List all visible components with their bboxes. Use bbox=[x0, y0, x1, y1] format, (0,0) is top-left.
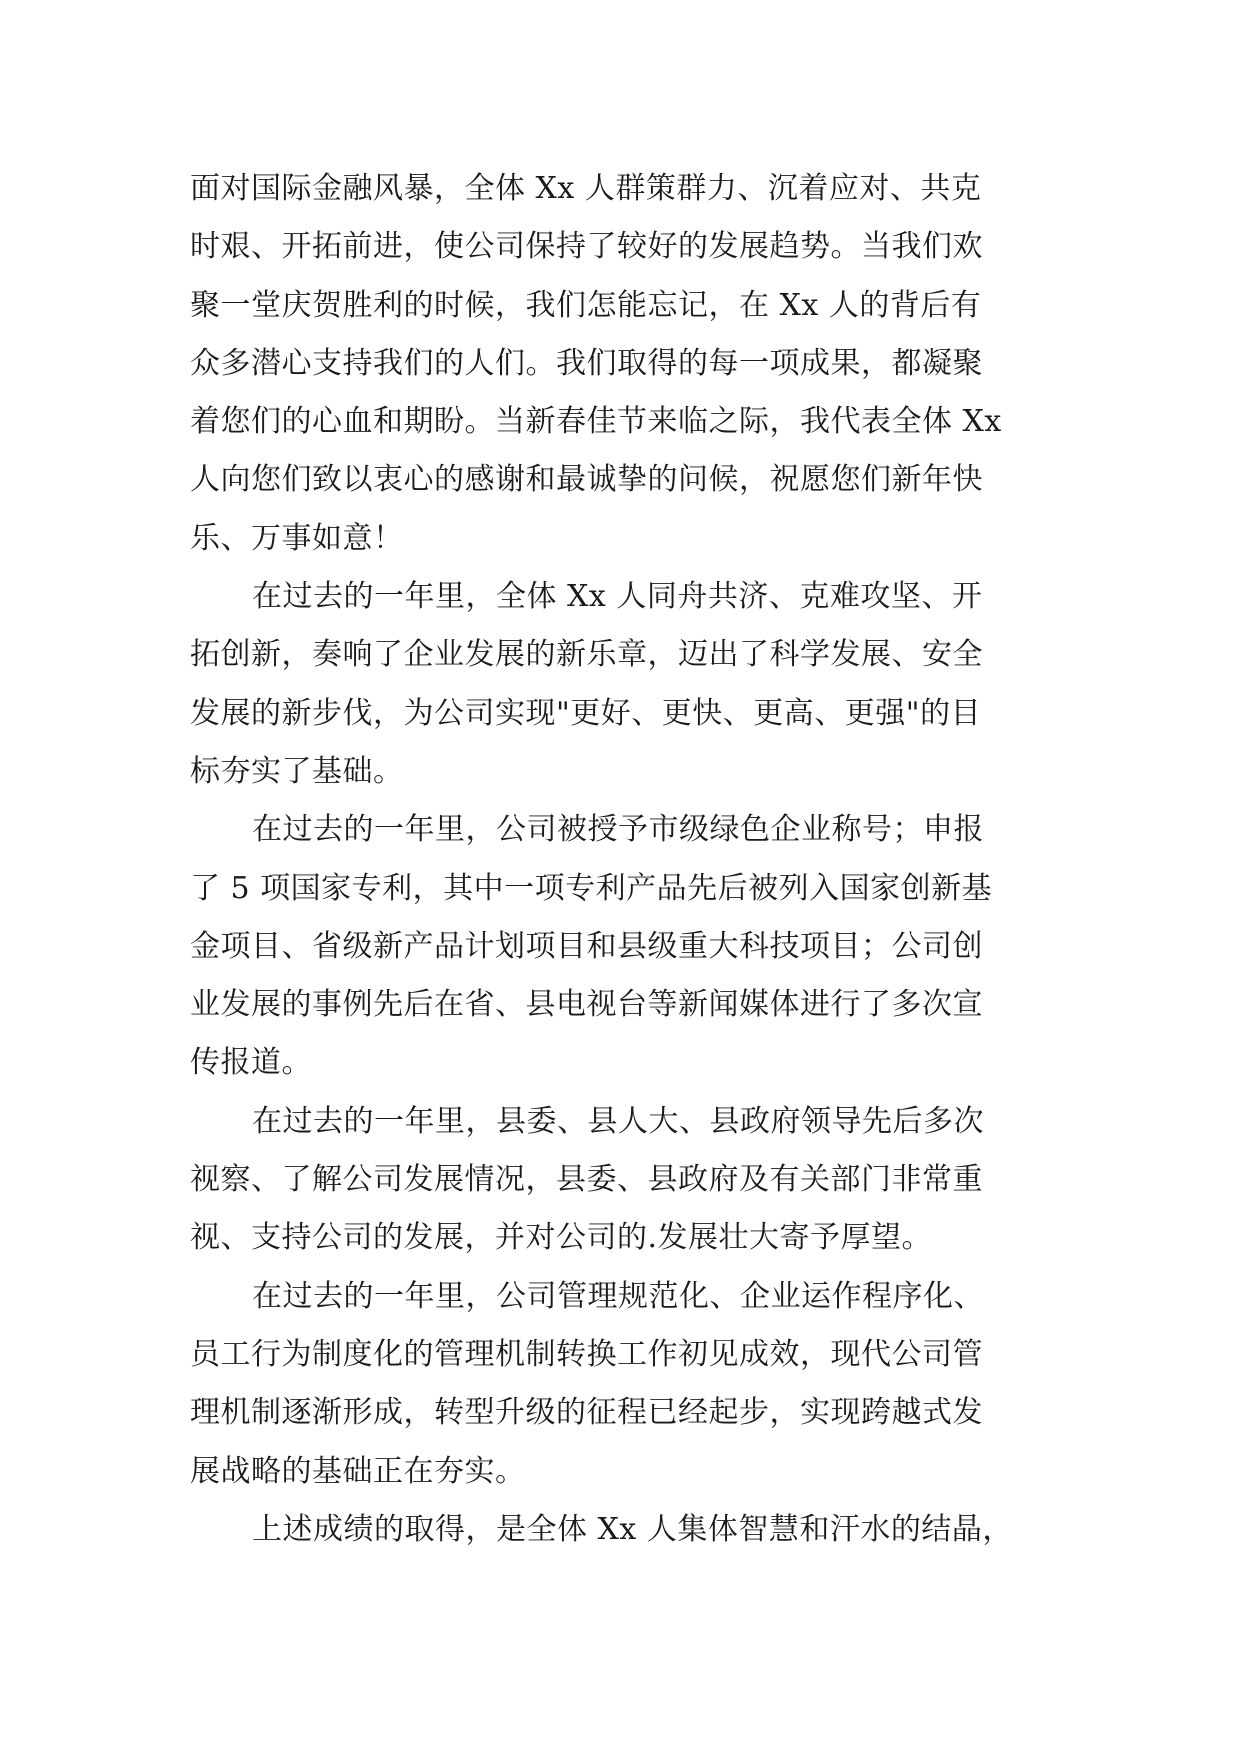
text-line: 面对国际金融风暴，全体 Xx 人群策群力、沉着应对、共克 bbox=[190, 171, 982, 206]
text-line: 员工行为制度化的管理机制转换工作初见成效，现代公司管 bbox=[190, 1336, 983, 1372]
text-line: 着您们的心血和期盼。当新春佳节来临之际，我代表全体 Xx bbox=[190, 404, 1002, 440]
text-line: 视察、了解公司发展情况，县委、县政府及有关部门非常重 bbox=[190, 1162, 983, 1198]
text-line: 发展的新步伐，为公司实现"更好、更快、更高、更强"的目 bbox=[190, 695, 982, 731]
text-line: 在过去的一年里，公司管理规范化、企业运作程序化、 bbox=[252, 1278, 984, 1314]
paragraph-management bbox=[190, 1268, 1050, 1501]
text-line: 众多潜心支持我们的人们。我们取得的每一项成果，都凝聚 bbox=[190, 345, 983, 381]
paragraph-greeting bbox=[190, 160, 1050, 568]
text-line: 金项目、省级新产品计划项目和县级重大科技项目；公司创 bbox=[190, 928, 983, 964]
text-line: 乐、万事如意！ bbox=[190, 520, 404, 556]
text-line: 时艰、开拓前进，使公司保持了较好的发展趋势。当我们欢 bbox=[190, 229, 983, 265]
text-line: 聚一堂庆贺胜利的时候，我们怎能忘记，在 Xx 人的背后有 bbox=[190, 287, 982, 323]
text-line: 在过去的一年里，公司被授予市级绿色企业称号；申报 bbox=[252, 812, 984, 848]
text-line: 人向您们致以衷心的感谢和最诚挚的问候，祝愿您们新年快 bbox=[190, 462, 983, 498]
text-line: 业发展的事例先后在省、县电视台等新闻媒体进行了多次宣 bbox=[190, 987, 983, 1023]
paragraph-honors-patents bbox=[190, 801, 1050, 1092]
text-line: 上述成绩的取得，是全体 Xx 人集体智慧和汗水的结晶， bbox=[252, 1511, 1013, 1547]
paragraph-government-support bbox=[190, 1093, 1050, 1268]
text-line: 视、支持公司的发展，并对公司的.发展壮大寄予厚望。 bbox=[190, 1220, 933, 1256]
text-line: 在过去的一年里，全体 Xx 人同舟共济、克难攻坚、开 bbox=[252, 579, 983, 615]
document-body bbox=[190, 160, 1050, 1559]
text-line: 传报道。 bbox=[190, 1045, 312, 1081]
paragraph-achievements-overview bbox=[190, 568, 1050, 801]
text-line: 在过去的一年里，县委、县人大、县政府领导先后多次 bbox=[252, 1103, 984, 1139]
text-line: 拓创新，奏响了企业发展的新乐章，迈出了科学发展、安全 bbox=[190, 637, 983, 673]
paragraph-conclusion bbox=[190, 1501, 1050, 1559]
text-line: 理机制逐渐形成，转型升级的征程已经起步，实现跨越式发 bbox=[190, 1395, 983, 1431]
text-line: 展战略的基础正在夯实。 bbox=[190, 1453, 526, 1489]
text-line: 了 5 项国家专利，其中一项专利产品先后被列入国家创新基 bbox=[190, 870, 993, 906]
text-line: 标夯实了基础。 bbox=[190, 753, 404, 789]
